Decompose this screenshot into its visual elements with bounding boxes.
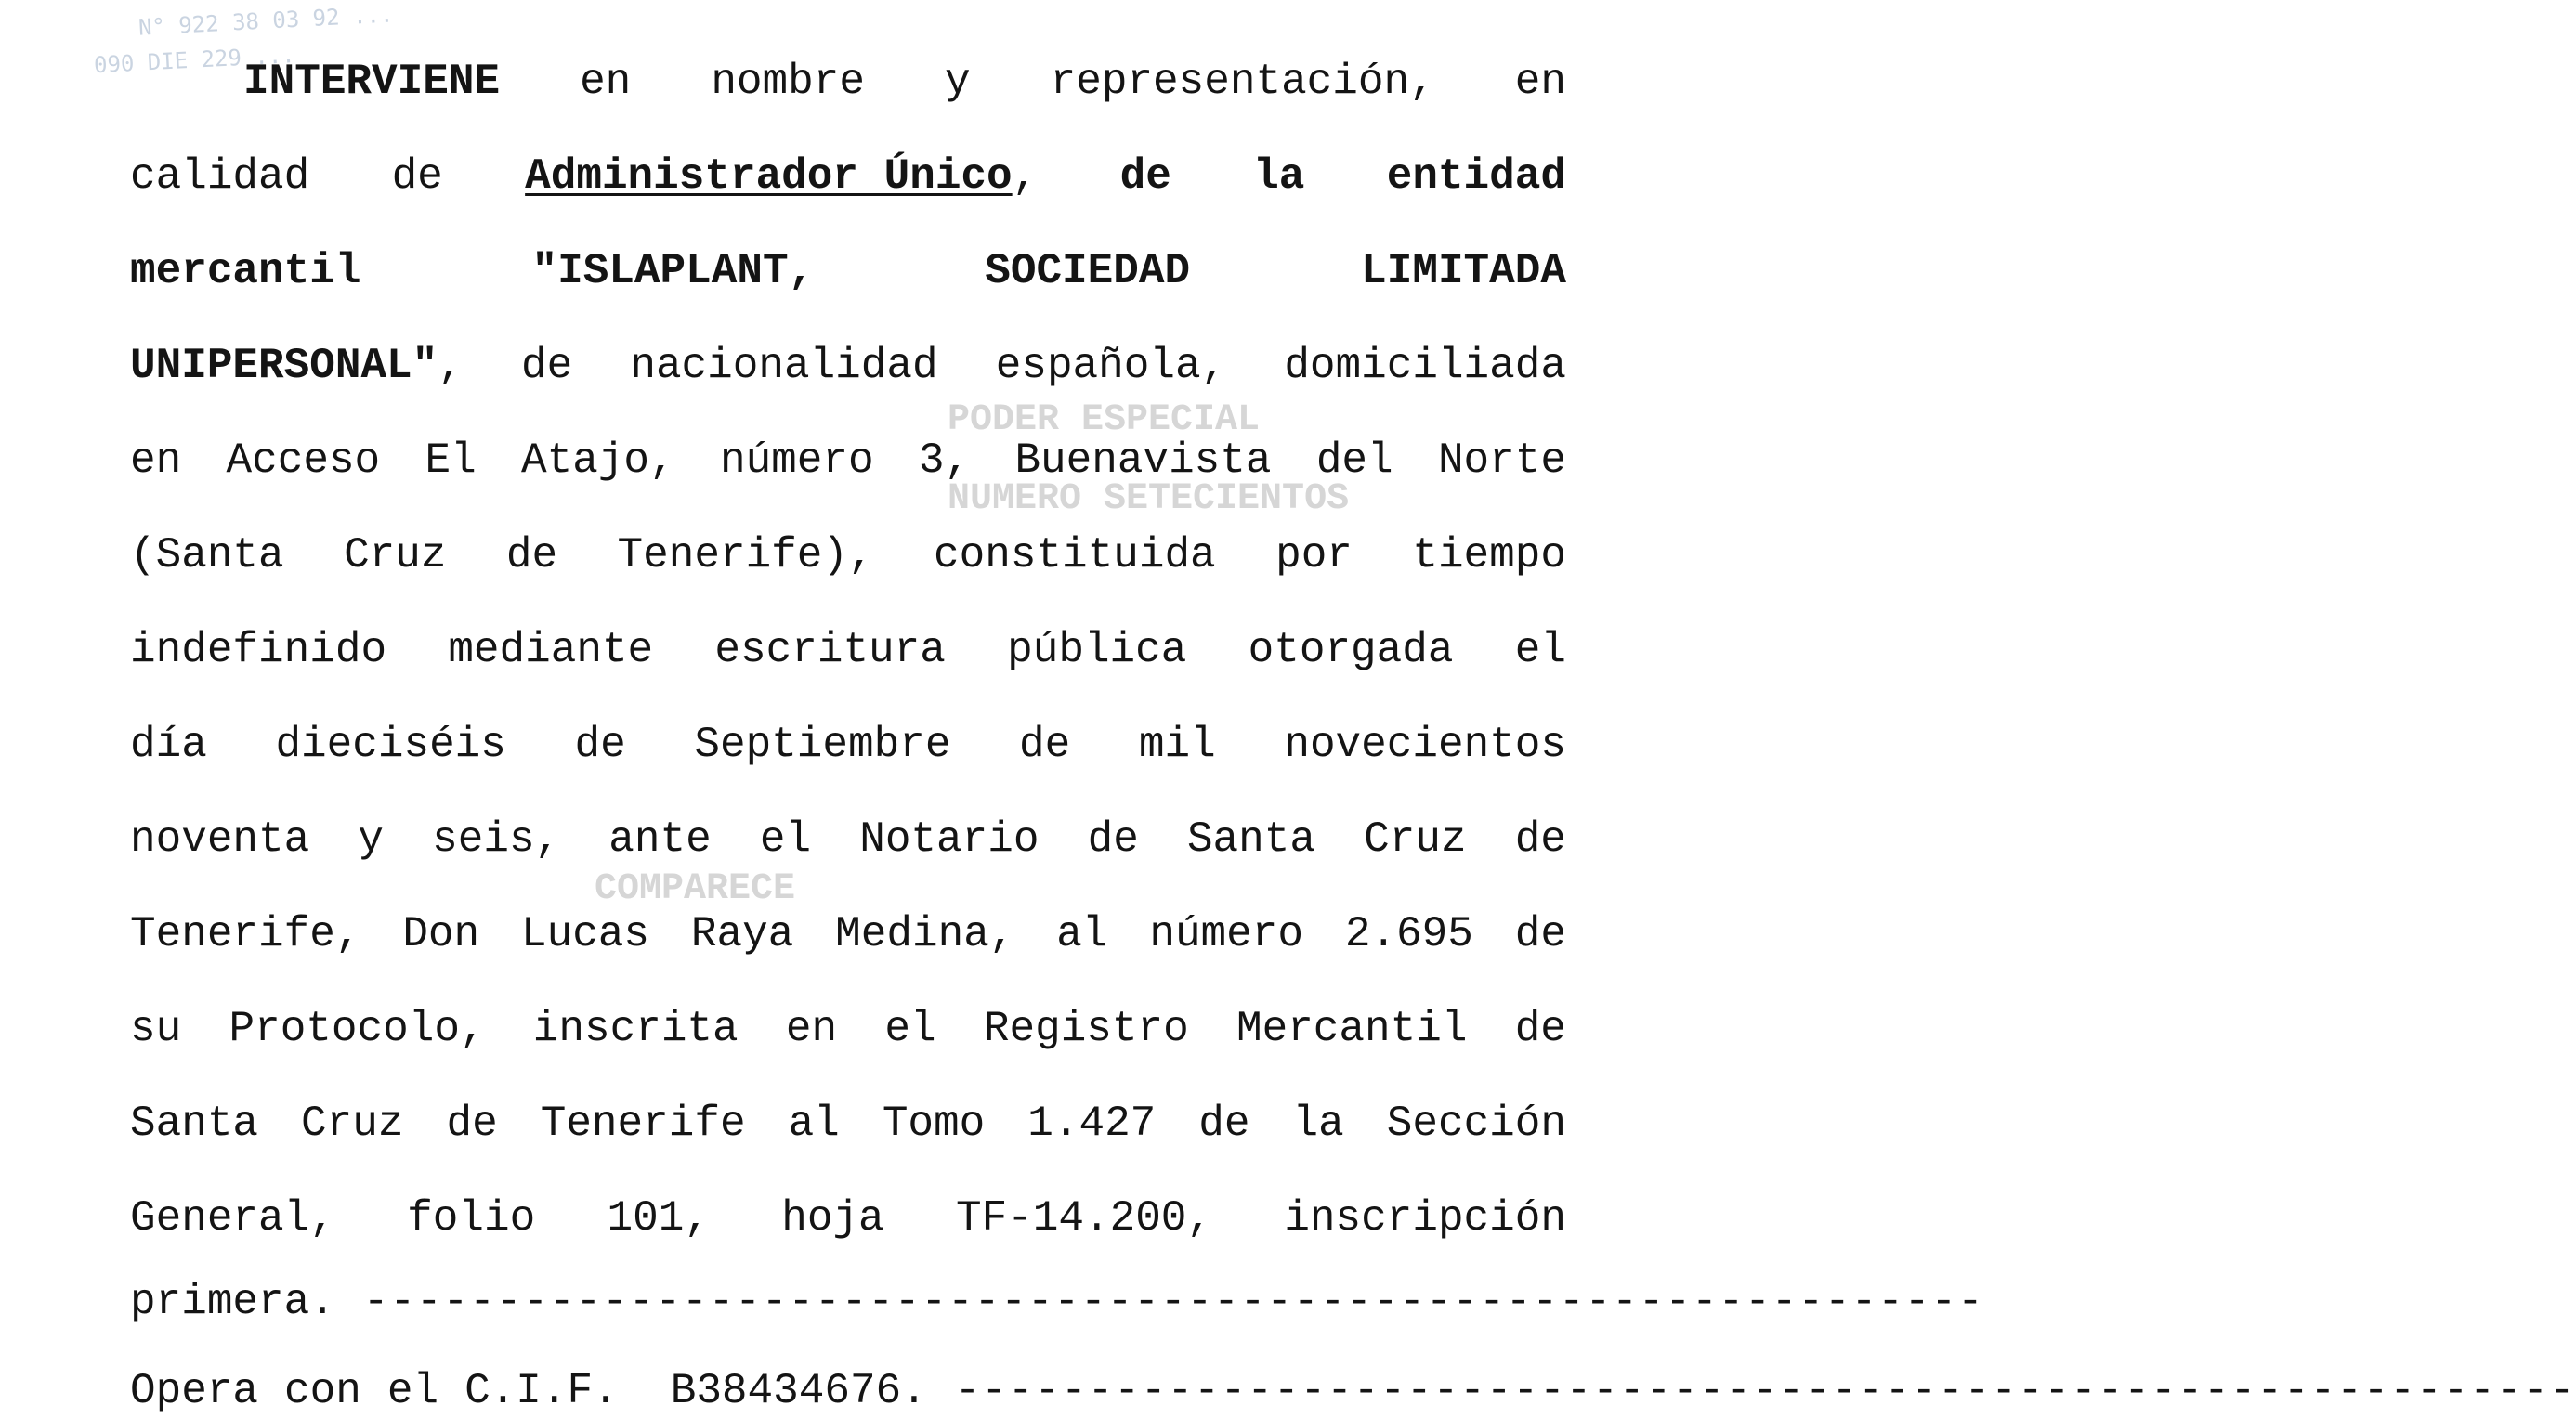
word: de	[1514, 815, 1566, 864]
word: Cruz	[301, 1100, 404, 1148]
word: de	[1514, 1005, 1566, 1053]
word: del	[1315, 436, 1393, 485]
word: inscrita	[532, 1005, 739, 1053]
word: el	[1514, 626, 1566, 674]
word: "ISLAPLANT,	[531, 247, 815, 295]
word: Atajo,	[521, 436, 675, 485]
word: de	[521, 342, 573, 390]
word: mercantil	[130, 247, 361, 295]
word: al	[1056, 910, 1108, 958]
stamp-line-1: N° 922 38 03 92 ...	[137, 1, 394, 41]
word: Lucas	[521, 910, 650, 958]
word: Buenavista	[1014, 436, 1272, 485]
word: 2.695	[1344, 910, 1473, 958]
word: el	[386, 1367, 439, 1415]
word: General,	[130, 1194, 335, 1243]
word: Raya	[690, 910, 794, 958]
word: al	[788, 1100, 840, 1148]
word: primera.	[130, 1278, 335, 1326]
word: Medina,	[835, 910, 1015, 958]
filler-dashes: -------------------------------------------------------------	[362, 1278, 1984, 1326]
word: Santa	[130, 1100, 259, 1148]
word: con	[284, 1367, 361, 1415]
text-line-14	[130, 1274, 1984, 1330]
bleed-through-text: NUMERO SETECIENTOS	[948, 478, 1350, 520]
word: folio	[407, 1194, 536, 1243]
word: constituida	[934, 531, 1216, 579]
word: El	[425, 436, 477, 485]
word: en	[580, 58, 632, 106]
word: SOCIEDAD	[985, 247, 1191, 295]
word: día	[130, 721, 207, 769]
word: novecientos	[1284, 721, 1566, 769]
word: ante	[608, 815, 712, 864]
word: Sección	[1386, 1100, 1566, 1148]
word: de	[1198, 1100, 1250, 1148]
word: Registro	[983, 1005, 1189, 1053]
word: escritura	[714, 626, 946, 674]
word: de	[446, 1100, 498, 1148]
word: Protocolo,	[229, 1005, 486, 1053]
word: indefinido	[130, 626, 387, 674]
word: C.I.F.	[464, 1367, 619, 1415]
text-line-9	[130, 812, 1566, 867]
stamp-line-2: 090 DIE 229 ...	[93, 41, 296, 79]
word: TF-14.200,	[955, 1194, 1213, 1243]
filler-dashes: -------------------------------------------------------------	[954, 1367, 2576, 1415]
word: de	[1514, 910, 1566, 958]
word: calidad	[130, 152, 310, 201]
text-line-3	[130, 243, 1566, 299]
text-line-6	[130, 527, 1566, 583]
word: la	[1292, 1100, 1344, 1148]
word: nombre	[711, 58, 865, 106]
text-line-8	[130, 717, 1566, 773]
word: 1.427	[1027, 1100, 1157, 1148]
text-line-12	[130, 1096, 1566, 1152]
word: y	[945, 58, 971, 106]
bleed-through-text: PODER ESPECIAL	[948, 399, 1261, 441]
word: y	[358, 815, 384, 864]
word: en	[1514, 58, 1566, 106]
word: de	[391, 152, 443, 201]
comma: ,	[1012, 152, 1039, 201]
word: de	[1119, 152, 1171, 201]
word: mediante	[448, 626, 654, 674]
company-text: UNIPERSONAL"	[130, 342, 438, 390]
word: Opera	[130, 1367, 259, 1415]
word: Cruz	[344, 531, 447, 579]
word: número	[719, 436, 874, 485]
text-line-1	[243, 54, 1566, 110]
word: 101,	[607, 1194, 710, 1243]
word: la	[1253, 152, 1305, 201]
word: tiempo	[1412, 531, 1566, 579]
cif-number: B38434676.	[670, 1367, 927, 1415]
word: en	[130, 436, 182, 485]
word: el	[759, 815, 812, 864]
word: en	[785, 1005, 838, 1053]
word: hoja	[781, 1194, 884, 1243]
word: Tenerife	[540, 1100, 746, 1148]
word: Don	[402, 910, 480, 958]
word: Septiembre	[694, 721, 951, 769]
word: Tenerife,	[130, 910, 361, 958]
word: Cruz	[1364, 815, 1467, 864]
text-line-11	[130, 1001, 1566, 1057]
word: de	[1019, 721, 1071, 769]
word: por	[1275, 531, 1353, 579]
word: Tenerife),	[617, 531, 874, 579]
text-line-10	[130, 906, 1566, 962]
word: Norte	[1437, 436, 1566, 485]
company-name-end	[130, 338, 464, 394]
word: de	[574, 721, 626, 769]
text-line-2	[130, 149, 1566, 204]
word: de	[1087, 815, 1139, 864]
role-underlined	[525, 149, 1038, 204]
word: entidad	[1386, 152, 1566, 201]
text-line-4	[130, 338, 1566, 394]
word: domiciliada	[1284, 342, 1566, 390]
word: Notario	[859, 815, 1040, 864]
word: pública	[1007, 626, 1187, 674]
word: de	[505, 531, 558, 579]
word: Tomo	[882, 1100, 986, 1148]
text-line-5	[130, 433, 1566, 488]
text-line-7	[130, 622, 1566, 678]
word: Acceso	[226, 436, 381, 485]
word: el	[884, 1005, 936, 1053]
bleed-through-text: COMPARECE	[595, 868, 796, 910]
word: seis,	[432, 815, 561, 864]
text-line-13	[130, 1191, 1566, 1246]
word: (Santa	[130, 531, 284, 579]
word: 3,	[918, 436, 971, 485]
word: inscripción	[1284, 1194, 1566, 1243]
word: LIMITADA	[1361, 247, 1566, 295]
comma: ,	[438, 342, 464, 390]
word: noventa	[130, 815, 310, 864]
word: dieciséis	[275, 721, 506, 769]
word: española,	[995, 342, 1227, 390]
role-text: Administrador Único	[525, 152, 1013, 201]
word: mil	[1138, 721, 1216, 769]
word: nacionalidad	[630, 342, 938, 390]
word: representación,	[1050, 58, 1435, 106]
word: INTERVIENE	[243, 58, 501, 106]
word: Santa	[1186, 815, 1315, 864]
word: número	[1149, 910, 1303, 958]
word: Mercantil	[1236, 1005, 1468, 1053]
text-line-15	[130, 1363, 2576, 1419]
word: su	[130, 1005, 182, 1053]
word: otorgada	[1248, 626, 1454, 674]
